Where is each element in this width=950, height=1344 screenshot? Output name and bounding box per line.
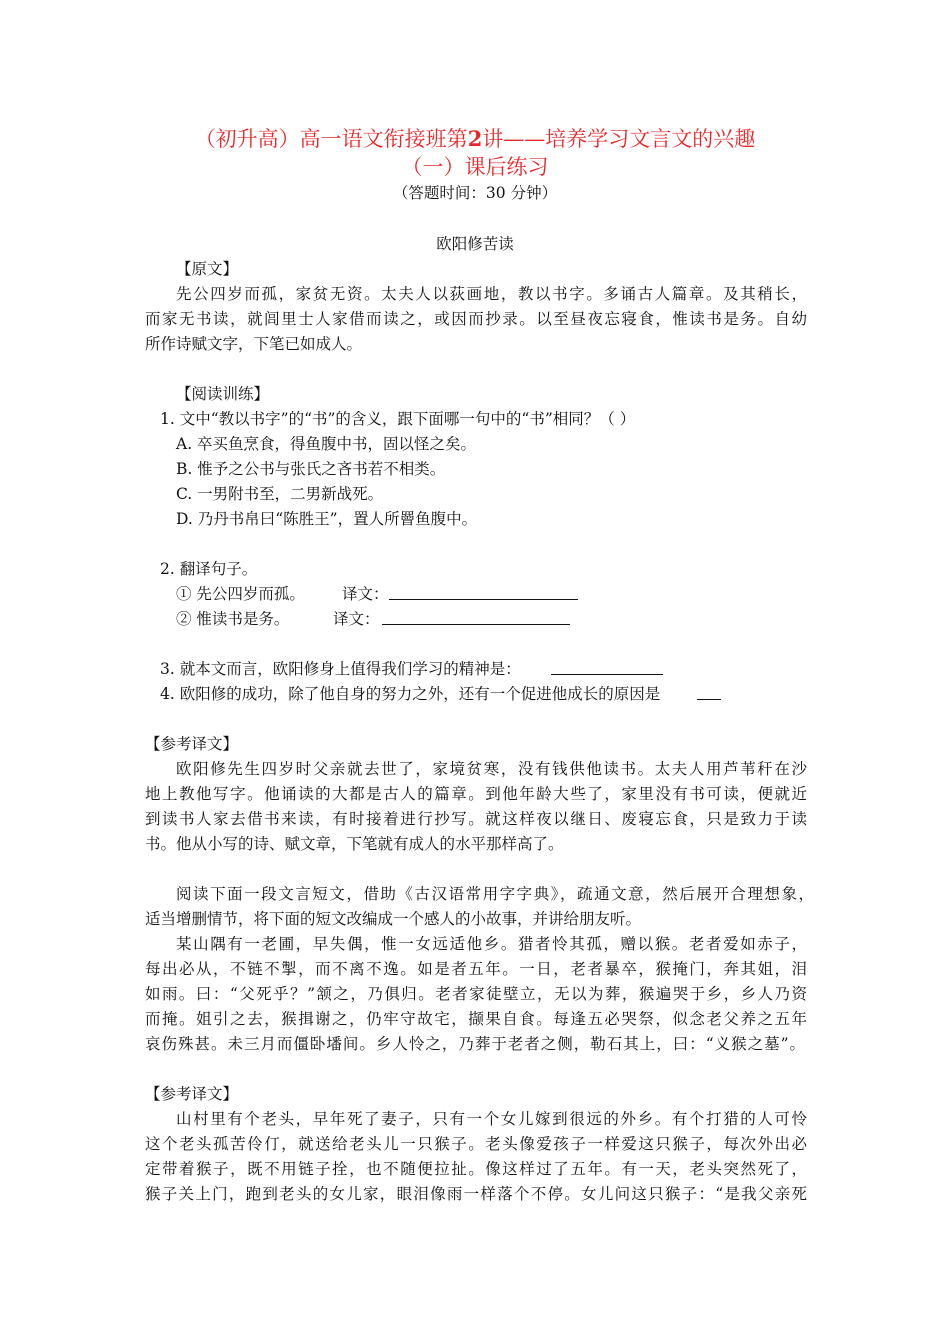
translation-2-line: 定带着猴子，既不用链子拴，也不随便拉扯。像这样过了五年。有一天，老头突然死了， (145, 1160, 807, 1178)
passage-2-line: 某山隅有一老圃，早失偶，惟一女远适他乡。猎者怜其孤，赠以猴。老者爱如赤子， (176, 935, 807, 953)
question-2-item-2-label: 译文： (333, 610, 380, 628)
question-1-stem: 1. 文中“教以书字”的“书”的含义，跟下面哪一句中的“书”相同？（ ） (160, 410, 636, 428)
question-2-item-2: ② 惟读书是务。 (176, 610, 290, 628)
translation-line: 欧阳修先生四岁时父亲就去世了，家境贫寒，没有钱供他读书。太夫人用芦苇秆在沙 (176, 760, 807, 778)
section-label-translation-2: 【参考译文】 (145, 1085, 239, 1103)
section-label-translation-1: 【参考译文】 (145, 735, 239, 753)
document-title-line-1: （初升高）高一语文衔接班第2讲——培养学习文言文的兴趣 (194, 126, 756, 151)
question-2-item-1-label: 译文： (342, 585, 389, 603)
question-1-option-d: D. 乃丹书帛曰“陈胜王”，置人所罾鱼腹中。 (176, 510, 478, 528)
question-1-option-b: B. 惟予之公书与张氏之吝书若不相类。 (176, 460, 446, 478)
answer-blank-2-2[interactable] (382, 608, 570, 625)
passage-2-line: 每出必从，不链不掣，而不离不逸。如是者五年。一日，老者暴卒，猴掩门，奔其姐，泪 (145, 960, 807, 978)
question-4: 4. 欧阳修的成功，除了他自身的努力之外，还有一个促进他成长的原因是 (160, 685, 661, 703)
question-2-item-1: ① 先公四岁而孤。 (176, 585, 305, 603)
section-label-original: 【原文】 (176, 260, 239, 278)
translation-line: 到读书人家去借书来读，有时接着进行抄写。就这样夜以继日、废寝忘食，只是致力于读 (145, 810, 807, 828)
translation-2-line: 山村里有个老头，早年死了妻子，只有一个女儿嫁到很远的外乡。有个打猎的人可怜 (176, 1110, 807, 1128)
answer-blank-3[interactable] (551, 658, 663, 675)
time-note: （答题时间：30 分钟） (392, 184, 558, 202)
translation-line: 地上教他写字。他诵读的大都是古人的篇章。到他年龄大些了，家里没有书可读，便就近 (145, 785, 807, 803)
translation-2-line: 这个老头孤苦伶仃，就送给老头儿一只猴子。老头像爱孩子一样爱这只猴子，每次外出必 (145, 1135, 807, 1153)
document-title-line-2: （一）课后练习 (401, 155, 549, 179)
passage-line: 所作诗赋文字，下笔已如成人。 (145, 335, 363, 353)
passage-2-line: 而掩。姐引之去，猴揖谢之，仍牢守故宅，撷果自食。每逢五必哭祭，似念老父养之五年 (145, 1010, 807, 1028)
passage-2-line: 哀伤殊甚。未三月而僵卧墦间。乡人怜之，乃葬于老者之侧，勒石其上，曰：“义猴之墓”。 (145, 1035, 805, 1053)
answer-blank-2-1[interactable] (389, 583, 578, 600)
passage-title: 欧阳修苦读 (436, 235, 514, 253)
question-3: 3. 就本文而言，欧阳修身上值得我们学习的精神是： (160, 660, 521, 678)
instruction-line: 阅读下面一段文言短文，借助《古汉语常用字字典》，疏通文意，然后展开合理想象， (176, 885, 814, 903)
question-1-option-c: C. 一男附书至，二男新战死。 (176, 485, 384, 503)
passage-line: 先公四岁而孤，家贫无资。太夫人以荻画地，教以书字。多诵古人篇章。及其稍长， (176, 285, 807, 303)
section-label-exercises: 【阅读训练】 (176, 385, 270, 403)
question-1-option-a: A. 卒买鱼烹食，得鱼腹中书，固以怪之矣。 (176, 435, 477, 453)
passage-2-line: 如雨。曰：“父死乎？”颔之，乃俱归。老者家徒壁立，无以为葬，猴遍哭于乡，乡人乃资 (145, 985, 807, 1003)
instruction-line: 适当增删情节，将下面的短文改编成一个感人的小故事，并讲给朋友听。 (145, 910, 642, 928)
translation-line: 书。他从小写的诗、赋文章，下笔就有成人的水平那样高了。 (145, 835, 564, 853)
passage-line: 而家无书读，就闾里士人家借而读之，或因而抄录。以至昼夜忘寝食，惟读书是务。自幼 (145, 310, 807, 328)
translation-2-line: 猴子关上门，跑到老头的女儿家，眼泪像雨一样落个不停。女儿问这只猴子：“是我父亲死 (145, 1185, 807, 1203)
question-2-stem: 2. 翻译句子。 (160, 560, 258, 578)
answer-blank-4[interactable] (697, 683, 721, 700)
